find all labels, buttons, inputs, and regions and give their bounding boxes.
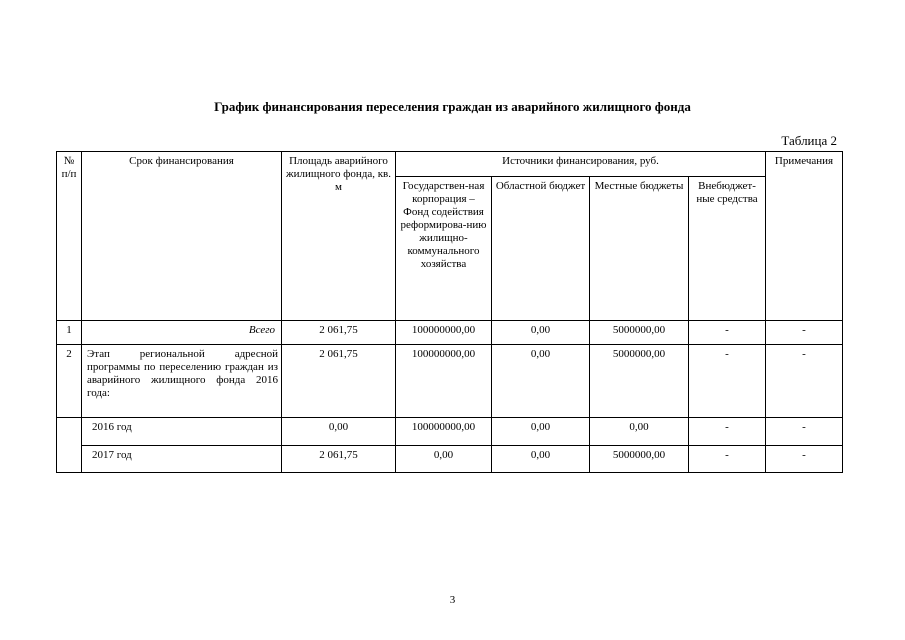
row-state-corp: 0,00	[396, 446, 492, 473]
table-label: Таблица 2	[781, 133, 837, 148]
header-row-1	[57, 152, 843, 177]
row-period: Этап региональной адресной программы по переселению граждан из аварийного жилищного фонда 2016 года:	[82, 345, 282, 418]
header-notes: Примечания	[766, 152, 843, 321]
row-notes: -	[766, 446, 843, 473]
row-num: 1	[57, 321, 82, 345]
row-local: 5000000,00	[590, 345, 689, 418]
row-notes: -	[766, 418, 843, 446]
row-num	[57, 418, 82, 473]
header-period: Срок финансирования	[82, 152, 282, 321]
row-state-corp: 100000000,00	[396, 321, 492, 345]
row-state-corp: 100000000,00	[396, 418, 492, 446]
row-notes: -	[766, 321, 843, 345]
row-extra: -	[689, 321, 766, 345]
row-area: 0,00	[282, 418, 396, 446]
row-area: 2 061,75	[282, 345, 396, 418]
table-row	[57, 446, 843, 473]
row-period: 2016 год	[82, 418, 282, 446]
row-regional: 0,00	[492, 321, 590, 345]
header-sources: Источники финансирования, руб.	[396, 152, 766, 177]
header-regional: Областной бюджет	[492, 177, 590, 321]
row-local: 5000000,00	[590, 446, 689, 473]
row-local: 5000000,00	[590, 321, 689, 345]
header-area: Площадь аварийного жилищного фонда, кв. м	[282, 152, 396, 321]
table-row	[57, 345, 843, 418]
row-regional: 0,00	[492, 446, 590, 473]
header-extra: Внебюджет-ные средства	[689, 177, 766, 321]
row-regional: 0,00	[492, 418, 590, 446]
row-state-corp: 100000000,00	[396, 345, 492, 418]
table-row	[57, 321, 843, 345]
row-extra: -	[689, 446, 766, 473]
row-regional: 0,00	[492, 345, 590, 418]
row-notes: -	[766, 345, 843, 418]
document-title: График финансирования переселения граждан из аварийного жилищного фонда	[214, 99, 691, 114]
row-extra: -	[689, 345, 766, 418]
row-num: 2	[57, 345, 82, 418]
financing-table	[56, 151, 843, 473]
header-state-corp: Государствен-ная корпорация – Фонд содействия реформирова-нию жилищно-коммунального хозяйства	[396, 177, 492, 321]
row-period: 2017 год	[82, 446, 282, 473]
row-extra: -	[689, 418, 766, 446]
row-area: 2 061,75	[282, 446, 396, 473]
page-number: 3	[449, 594, 456, 606]
header-num: № п/п	[57, 152, 82, 321]
row-local: 0,00	[590, 418, 689, 446]
header-local: Местные бюджеты	[590, 177, 689, 321]
table-row	[57, 418, 843, 446]
row-area: 2 061,75	[282, 321, 396, 345]
row-period: Всего	[82, 321, 282, 345]
